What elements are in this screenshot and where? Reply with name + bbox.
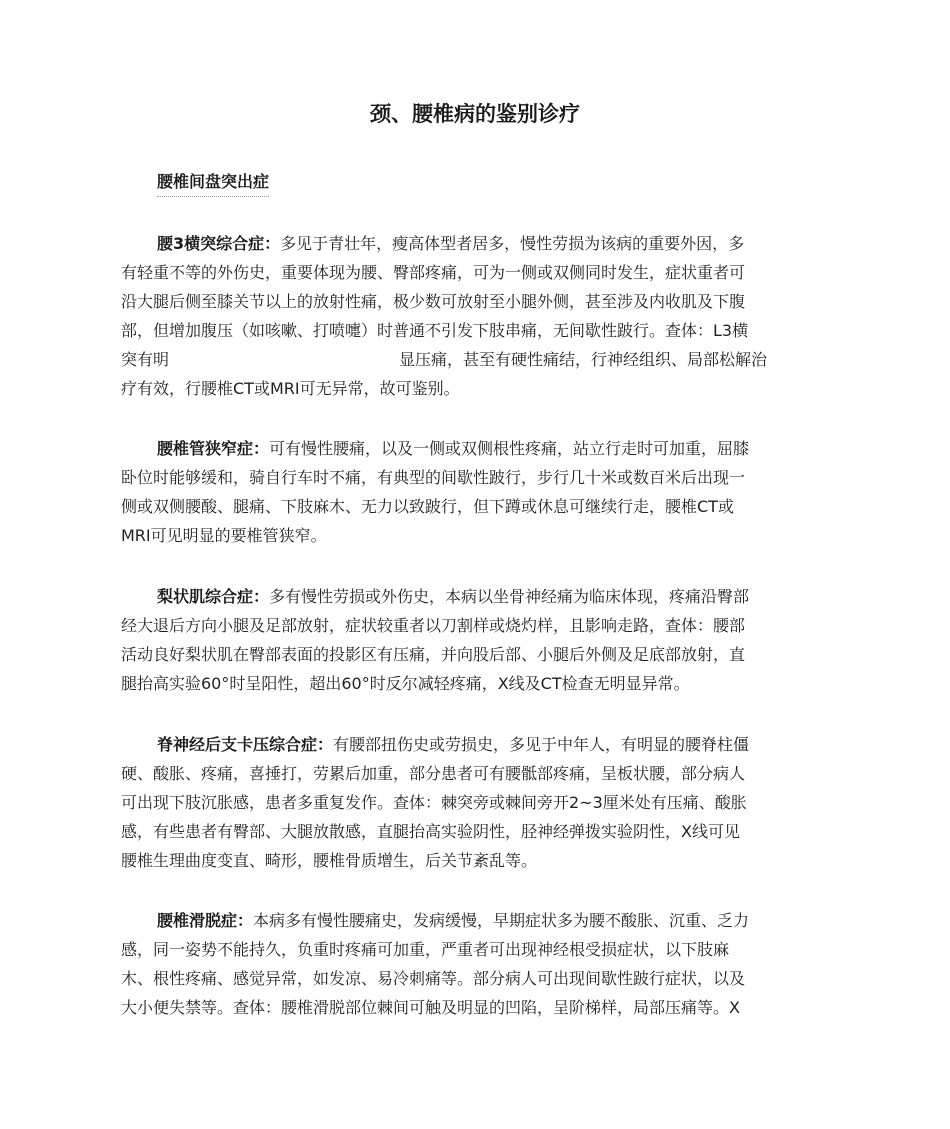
- paragraph-line: 有轻重不等的外伤史，重要体现为腰、臀部疼痛，可为一侧或双侧同时发生，症状重者可: [121, 263, 746, 282]
- paragraph-piriformis-syndrome: [121, 582, 831, 698]
- paragraph-lead-term: 腰椎管狭窄症：: [157, 439, 270, 458]
- paragraph-line: 木、根性疼痛、感觉异常，如发凉、易冷刺痛等。部分病人可出现间歇性跛行症状，以及: [121, 969, 746, 988]
- paragraph-line: 感，有些患者有臀部、大腿放散感，直腿抬高实验阴性，胫神经弹拨实验阴性，X线可见: [121, 822, 740, 841]
- document-title: 颈、腰椎病的鉴别诊疗: [370, 102, 580, 126]
- paragraph-line: 活动良好梨状肌在臀部表面的投影区有压痛，并向股后部、小腿后外侧及足底部放射，直: [121, 645, 746, 664]
- paragraph-line: 大小便失禁等。查体：腰椎滑脱部位棘间可触及明显的凹陷，呈阶梯样，局部压痛等。X: [121, 998, 740, 1017]
- paragraph-text: 本病多有慢性腰痛史，发病缓慢，早期症状多为腰不酸胀、沉重、乏力: [253, 911, 750, 930]
- paragraph-lead-term: 脊神经后支卡压综合症：: [157, 735, 334, 754]
- paragraph-lumbar-spinal-stenosis: [121, 434, 831, 550]
- paragraph-text: 突有明: [121, 350, 170, 369]
- paragraph-lumbar-3-transverse-process-syndrome: [121, 229, 831, 403]
- paragraph-line: 经大退后方向小腿及足部放射，症状较重者以刀割样或烧灼样，且影响走路，查体：腰部: [121, 616, 746, 635]
- paragraph-lead-term: 腰椎滑脱症：: [157, 911, 254, 930]
- paragraph-spondylolisthesis: [121, 906, 831, 1022]
- paragraph-text: 有腰部扭伤史或劳损史，多见于中年人，有明显的腰脊柱僵: [333, 735, 750, 754]
- paragraph-line: [121, 345, 831, 374]
- paragraph-line: 硬、酸胀、疼痛，喜捶打，劳累后加重，部分患者可有腰骶部疼痛，呈板状腰，部分病人: [121, 764, 746, 783]
- paragraph-text: 多有慢性劳损或外伤史，本病以坐骨神经痛为临床体现，疼痛沿臀部: [269, 587, 750, 606]
- paragraph-text: 多见于青壮年，瘦高体型者居多，慢性劳损为该病的重要外因，多: [280, 234, 745, 253]
- paragraph-line: 侧或双侧腰酸、腿痛、下肢麻木、无力以致跛行，但下蹲或休息可继续行走，腰椎CT或: [121, 497, 734, 516]
- paragraph-line: [121, 906, 831, 935]
- paragraph-lead-term: 梨状肌综合症：: [157, 587, 270, 606]
- section-heading: 腰椎间盘突出症: [157, 168, 269, 197]
- paragraph-text: 可有慢性腰痛，以及一侧或双侧根性疼痛，站立行走时可加重，屈膝: [269, 439, 750, 458]
- paragraph-dorsal-ramus-entrapment-syndrome: [121, 730, 831, 875]
- paragraph-line: [121, 730, 831, 759]
- paragraph-lead-term: 腰3横突综合症：: [157, 234, 281, 253]
- paragraph-line: 感，同一姿势不能持久，负重时疼痛可加重，严重者可出现神经根受损症状，以下肢麻: [121, 940, 730, 959]
- paragraph-line: [121, 434, 831, 463]
- paragraph-line: 可出现下肢沉胀感，患者多重复发作。查体：棘突旁或棘间旁开2~3厘米处有压痛、酸胀: [121, 793, 747, 812]
- paragraph-line: [121, 229, 831, 258]
- paragraph-line: MRI可见明显的要椎管狭窄。: [121, 526, 327, 545]
- paragraph-line: 沿大腿后侧至膝关节以上的放射性痛，极少数可放射至小腿外侧，甚至涉及内收肌及下腹: [121, 292, 746, 311]
- paragraph-line: 腿抬高实验60°时呈阳性，超出60°时反尔减轻疼痛，X线及CT检查无明显异常。: [121, 674, 690, 693]
- paragraph-line: 卧位时能够缓和，骑自行车时不痛，有典型的间歇性跛行，步行几十米或数百米后出现一: [121, 468, 746, 487]
- paragraph-line: 疗有效，行腰椎CT或MRI可无异常，故可鉴别。: [121, 379, 460, 398]
- paragraph-line: [121, 582, 831, 611]
- paragraph-line: 部，但增加腹压（如咳嗽、打喷嚏）时普通不引发下肢串痛，无间歇性跛行。查体：L3横: [121, 321, 749, 340]
- paragraph-line: 腰椎生理曲度变直、畸形，腰椎骨质增生，后关节紊乱等。: [121, 851, 538, 870]
- paragraph-text: 显压痛，甚至有硬性痛结，行神经组织、局部松解治: [399, 350, 768, 369]
